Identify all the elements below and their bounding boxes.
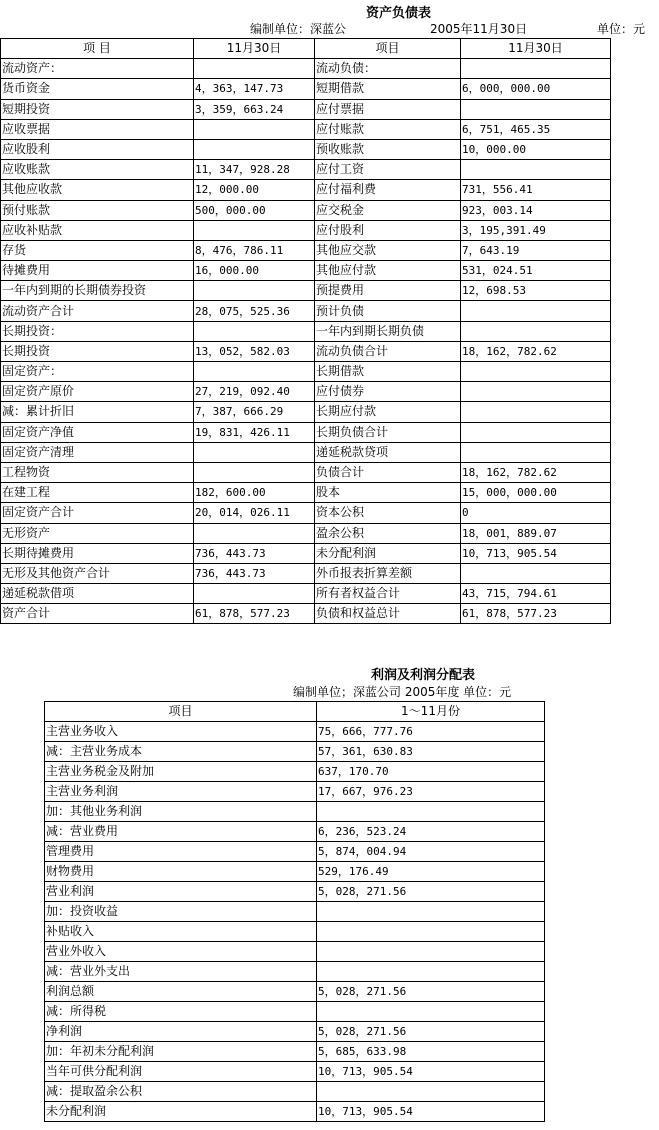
label-cell: 股本 bbox=[315, 483, 461, 503]
label-cell: 其他应交款 bbox=[315, 240, 461, 260]
table-row bbox=[45, 902, 545, 922]
label-cell: 短期借款 bbox=[315, 79, 461, 99]
table-row bbox=[1, 99, 611, 119]
value-cell: 7，387，666.29 bbox=[194, 402, 315, 422]
table-row bbox=[45, 1002, 545, 1022]
label-cell: 长期应付款 bbox=[315, 402, 461, 422]
table-row bbox=[1, 382, 611, 402]
table-row bbox=[45, 822, 545, 842]
label-cell: 负债和权益总计 bbox=[315, 604, 461, 624]
table-row bbox=[1, 462, 611, 482]
label-cell: 加：投资收益 bbox=[45, 902, 317, 922]
label-cell: 固定资产： bbox=[1, 362, 194, 382]
value-cell bbox=[317, 902, 545, 922]
table-row bbox=[1, 584, 611, 604]
value-cell bbox=[194, 462, 315, 482]
label-cell: 减：主营业务成本 bbox=[45, 742, 317, 762]
label-cell: 资本公积 bbox=[315, 503, 461, 523]
label-cell: 应付票据 bbox=[315, 99, 461, 119]
value-cell bbox=[461, 99, 611, 119]
value-cell bbox=[194, 119, 315, 139]
value-cell bbox=[317, 942, 545, 962]
balance-sheet-compiler: 编制单位：深蓝公 bbox=[250, 22, 347, 36]
value-cell: 10，713，905.54 bbox=[317, 1102, 545, 1122]
label-cell: 待摊费用 bbox=[1, 261, 194, 281]
label-cell: 在建工程 bbox=[1, 483, 194, 503]
label-cell: 预计负债 bbox=[315, 301, 461, 321]
table-row bbox=[1, 160, 611, 180]
value-cell bbox=[461, 362, 611, 382]
label-cell: 主营业务利润 bbox=[45, 782, 317, 802]
table-row bbox=[45, 1102, 545, 1122]
value-cell: 61，878，577.23 bbox=[461, 604, 611, 624]
value-cell: 11，347，928.28 bbox=[194, 160, 315, 180]
label-cell: 净利润 bbox=[45, 1022, 317, 1042]
income-statement-title: 利润及利润分配表 bbox=[371, 668, 476, 683]
value-cell: 15，000，000.00 bbox=[461, 483, 611, 503]
value-cell: 182，600.00 bbox=[194, 483, 315, 503]
label-cell: 固定资产合计 bbox=[1, 503, 194, 523]
label-cell: 补贴收入 bbox=[45, 922, 317, 942]
table-row bbox=[1, 523, 611, 543]
balance-sheet-title: 资产负债表 bbox=[366, 6, 432, 21]
table-row bbox=[45, 922, 545, 942]
value-cell: 7，643.19 bbox=[461, 240, 611, 260]
value-cell: 529，176.49 bbox=[317, 862, 545, 882]
label-cell: 流动负债合计 bbox=[315, 341, 461, 361]
table-row bbox=[45, 1082, 545, 1102]
label-cell: 当年可供分配利润 bbox=[45, 1062, 317, 1082]
table-row bbox=[1, 220, 611, 240]
label-cell: 应收补贴款 bbox=[1, 220, 194, 240]
value-cell: 6，236，523.24 bbox=[317, 822, 545, 842]
label-cell: 应付债券 bbox=[315, 382, 461, 402]
value-cell bbox=[317, 922, 545, 942]
table-row bbox=[1, 442, 611, 462]
value-cell bbox=[194, 59, 315, 79]
table-row bbox=[45, 982, 545, 1002]
label-cell: 长期投资： bbox=[1, 321, 194, 341]
label-cell: 存货 bbox=[1, 240, 194, 260]
table-row bbox=[1, 483, 611, 503]
label-cell: 未分配利润 bbox=[45, 1102, 317, 1122]
header-item-liabilities: 项目 bbox=[315, 39, 461, 59]
value-cell: 0 bbox=[461, 503, 611, 523]
value-cell: 10，713，905.54 bbox=[317, 1062, 545, 1082]
label-cell: 长期待摊费用 bbox=[1, 543, 194, 563]
label-cell: 应收股利 bbox=[1, 139, 194, 159]
balance-sheet-body bbox=[1, 59, 611, 624]
table-row bbox=[1, 261, 611, 281]
value-cell: 61，878，577.23 bbox=[194, 604, 315, 624]
table-row bbox=[1, 341, 611, 361]
label-cell: 应付工资 bbox=[315, 160, 461, 180]
value-cell bbox=[194, 321, 315, 341]
label-cell: 营业外收入 bbox=[45, 942, 317, 962]
value-cell: 12，698.53 bbox=[461, 281, 611, 301]
value-cell: 5，874，004.94 bbox=[317, 842, 545, 862]
value-cell bbox=[461, 301, 611, 321]
value-cell bbox=[194, 362, 315, 382]
value-cell: 5，685，633.98 bbox=[317, 1042, 545, 1062]
header-item-assets: 项 目 bbox=[1, 39, 194, 59]
table-row bbox=[1, 301, 611, 321]
value-cell: 57，361，630.83 bbox=[317, 742, 545, 762]
label-cell: 工程物资 bbox=[1, 462, 194, 482]
table-row bbox=[45, 842, 545, 862]
income-statement-table bbox=[44, 701, 545, 1122]
table-row bbox=[1, 543, 611, 563]
table-row bbox=[45, 942, 545, 962]
label-cell: 预提费用 bbox=[315, 281, 461, 301]
label-cell: 减：累计折旧 bbox=[1, 402, 194, 422]
label-cell: 减：所得税 bbox=[45, 1002, 317, 1022]
value-cell bbox=[194, 139, 315, 159]
balance-sheet-table bbox=[0, 38, 611, 624]
table-row bbox=[1, 180, 611, 200]
label-cell: 长期投资 bbox=[1, 341, 194, 361]
label-cell: 递延税款借项 bbox=[1, 584, 194, 604]
table-row bbox=[1, 503, 611, 523]
label-cell: 利润总额 bbox=[45, 982, 317, 1002]
value-cell bbox=[461, 402, 611, 422]
header-date-assets: 11月30日 bbox=[194, 39, 315, 59]
value-cell bbox=[317, 962, 545, 982]
value-cell bbox=[194, 584, 315, 604]
label-cell: 固定资产净值 bbox=[1, 422, 194, 442]
value-cell: 637，170.70 bbox=[317, 762, 545, 782]
balance-sheet-date: 2005年11月30日 bbox=[430, 22, 528, 36]
value-cell bbox=[461, 321, 611, 341]
label-cell: 应付福利费 bbox=[315, 180, 461, 200]
label-cell: 无形及其他资产合计 bbox=[1, 563, 194, 583]
table-row bbox=[1, 422, 611, 442]
value-cell: 43，715，794.61 bbox=[461, 584, 611, 604]
label-cell: 管理费用 bbox=[45, 842, 317, 862]
table-row bbox=[45, 1042, 545, 1062]
value-cell bbox=[194, 281, 315, 301]
value-cell: 5，028，271.56 bbox=[317, 882, 545, 902]
label-cell: 流动资产合计 bbox=[1, 301, 194, 321]
table-row bbox=[45, 742, 545, 762]
label-cell: 应交税金 bbox=[315, 200, 461, 220]
value-cell bbox=[194, 220, 315, 240]
label-cell: 其他应收款 bbox=[1, 180, 194, 200]
label-cell: 外币报表折算差额 bbox=[315, 563, 461, 583]
value-cell: 28，075，525.36 bbox=[194, 301, 315, 321]
table-row bbox=[1, 139, 611, 159]
value-cell bbox=[317, 802, 545, 822]
table-row bbox=[45, 722, 545, 742]
income-statement-body bbox=[45, 722, 545, 1122]
label-cell: 固定资产清理 bbox=[1, 442, 194, 462]
value-cell bbox=[461, 160, 611, 180]
income-statement-subtitle: 编制单位；深蓝公司 2005年度 单位：元 bbox=[293, 685, 512, 699]
label-cell: 减：提取盈余公积 bbox=[45, 1082, 317, 1102]
label-cell: 其他应付款 bbox=[315, 261, 461, 281]
label-cell: 应付股利 bbox=[315, 220, 461, 240]
label-cell: 预收账款 bbox=[315, 139, 461, 159]
value-cell: 75，666，777.76 bbox=[317, 722, 545, 742]
income-statement-header-row bbox=[45, 702, 545, 722]
value-cell: 18，001，889.07 bbox=[461, 523, 611, 543]
table-row bbox=[1, 59, 611, 79]
value-cell: 18，162，782.62 bbox=[461, 341, 611, 361]
label-cell: 短期投资 bbox=[1, 99, 194, 119]
value-cell: 8，476，786.11 bbox=[194, 240, 315, 260]
table-row bbox=[45, 802, 545, 822]
label-cell: 应收票据 bbox=[1, 119, 194, 139]
value-cell: 16，000.00 bbox=[194, 261, 315, 281]
value-cell: 18，162，782.62 bbox=[461, 462, 611, 482]
value-cell: 13，052，582.03 bbox=[194, 341, 315, 361]
label-cell: 应收账款 bbox=[1, 160, 194, 180]
label-cell: 长期负债合计 bbox=[315, 422, 461, 442]
label-cell: 资产合计 bbox=[1, 604, 194, 624]
value-cell bbox=[317, 1082, 545, 1102]
label-cell: 递延税款贷项 bbox=[315, 442, 461, 462]
label-cell: 减：营业外支出 bbox=[45, 962, 317, 982]
value-cell: 3，195,391.49 bbox=[461, 220, 611, 240]
label-cell: 加：年初未分配利润 bbox=[45, 1042, 317, 1062]
value-cell: 923，003.14 bbox=[461, 200, 611, 220]
value-cell: 19，831，426.11 bbox=[194, 422, 315, 442]
table-row bbox=[45, 782, 545, 802]
label-cell: 无形资产 bbox=[1, 523, 194, 543]
header-item: 项目 bbox=[45, 702, 317, 722]
label-cell: 主营业务收入 bbox=[45, 722, 317, 742]
value-cell: 731，556.41 bbox=[461, 180, 611, 200]
value-cell bbox=[461, 422, 611, 442]
table-row bbox=[1, 321, 611, 341]
table-row bbox=[1, 281, 611, 301]
label-cell: 财物费用 bbox=[45, 862, 317, 882]
table-row bbox=[45, 882, 545, 902]
value-cell: 27，219，092.40 bbox=[194, 382, 315, 402]
value-cell bbox=[194, 442, 315, 462]
header-date-liabilities: 11月30日 bbox=[461, 39, 611, 59]
value-cell: 6，751，465.35 bbox=[461, 119, 611, 139]
value-cell: 3，359，663.24 bbox=[194, 99, 315, 119]
table-row bbox=[45, 1062, 545, 1082]
label-cell: 长期借款 bbox=[315, 362, 461, 382]
value-cell bbox=[461, 563, 611, 583]
value-cell: 17，667，976.23 bbox=[317, 782, 545, 802]
table-row bbox=[1, 79, 611, 99]
label-cell: 一年内到期的长期债券投资 bbox=[1, 281, 194, 301]
label-cell: 减：营业费用 bbox=[45, 822, 317, 842]
table-row bbox=[1, 200, 611, 220]
label-cell: 营业利润 bbox=[45, 882, 317, 902]
label-cell: 所有者权益合计 bbox=[315, 584, 461, 604]
value-cell: 6，000，000.00 bbox=[461, 79, 611, 99]
label-cell: 应付账款 bbox=[315, 119, 461, 139]
value-cell: 4，363，147.73 bbox=[194, 79, 315, 99]
value-cell bbox=[317, 1002, 545, 1022]
label-cell: 负债合计 bbox=[315, 462, 461, 482]
value-cell: 12，000.00 bbox=[194, 180, 315, 200]
label-cell: 流动资产： bbox=[1, 59, 194, 79]
header-period: 1～11月份 bbox=[317, 702, 545, 722]
value-cell bbox=[461, 442, 611, 462]
table-row bbox=[1, 362, 611, 382]
table-row bbox=[1, 563, 611, 583]
value-cell: 5，028，271.56 bbox=[317, 982, 545, 1002]
table-row bbox=[1, 240, 611, 260]
balance-sheet-unit: 单位：元 bbox=[597, 22, 646, 36]
value-cell bbox=[461, 382, 611, 402]
table-row bbox=[1, 119, 611, 139]
value-cell bbox=[194, 523, 315, 543]
table-row bbox=[45, 962, 545, 982]
table-row bbox=[45, 862, 545, 882]
value-cell: 500，000.00 bbox=[194, 200, 315, 220]
table-row bbox=[45, 762, 545, 782]
label-cell: 流动负债： bbox=[315, 59, 461, 79]
value-cell bbox=[461, 59, 611, 79]
label-cell: 一年内到期长期负债 bbox=[315, 321, 461, 341]
value-cell: 10，713，905.54 bbox=[461, 543, 611, 563]
label-cell: 固定资产原价 bbox=[1, 382, 194, 402]
value-cell: 736，443.73 bbox=[194, 563, 315, 583]
label-cell: 未分配利润 bbox=[315, 543, 461, 563]
label-cell: 货币资金 bbox=[1, 79, 194, 99]
table-row bbox=[1, 402, 611, 422]
value-cell: 736，443.73 bbox=[194, 543, 315, 563]
balance-sheet-header-row bbox=[1, 39, 611, 59]
value-cell: 20，014，026.11 bbox=[194, 503, 315, 523]
label-cell: 主营业务税金及附加 bbox=[45, 762, 317, 782]
label-cell: 加：其他业务利润 bbox=[45, 802, 317, 822]
table-row bbox=[45, 1022, 545, 1042]
label-cell: 盈余公积 bbox=[315, 523, 461, 543]
value-cell: 5，028，271.56 bbox=[317, 1022, 545, 1042]
value-cell: 10，000.00 bbox=[461, 139, 611, 159]
value-cell: 531，024.51 bbox=[461, 261, 611, 281]
label-cell: 预付账款 bbox=[1, 200, 194, 220]
table-row bbox=[1, 604, 611, 624]
